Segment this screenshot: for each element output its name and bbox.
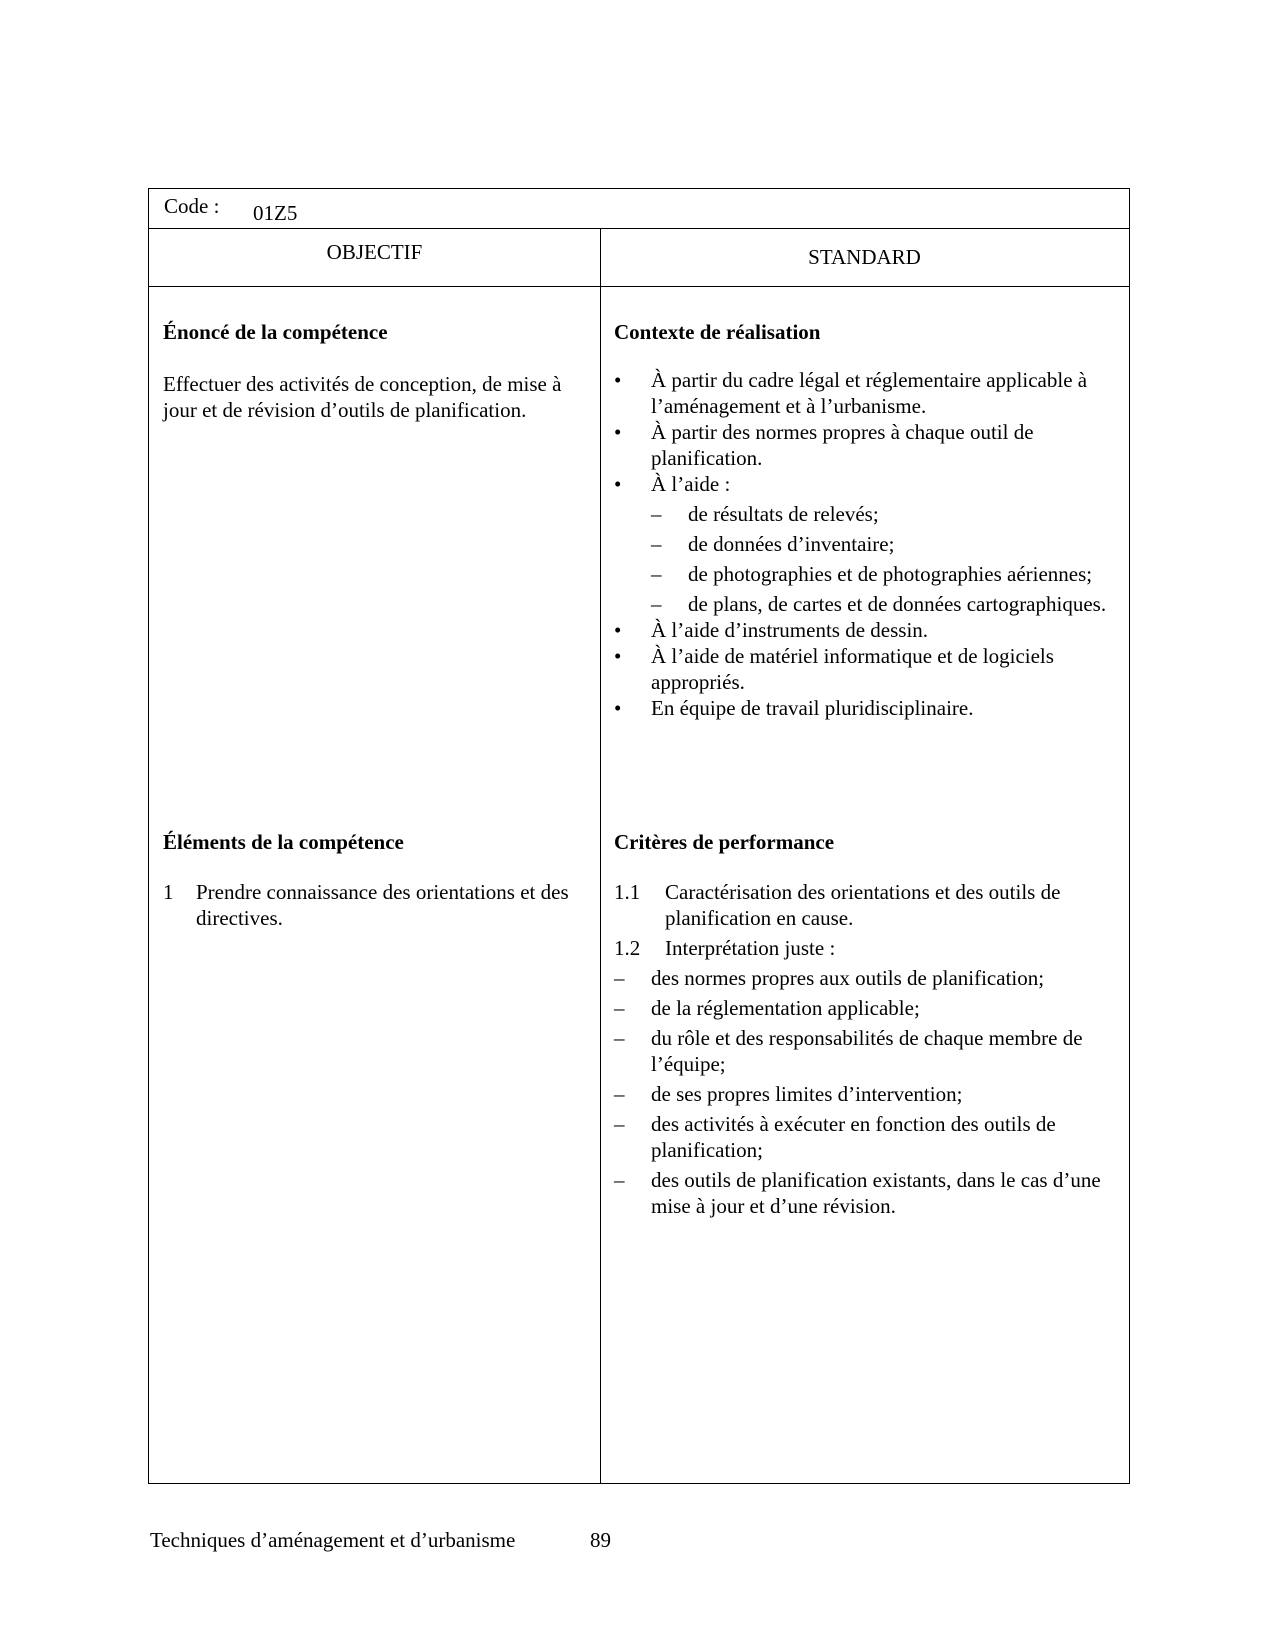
column-header-row — [149, 229, 1129, 287]
criteres-section — [614, 829, 1119, 1219]
contexte-heading: Contexte de réalisation — [614, 320, 821, 344]
bullet-icon: • — [614, 618, 622, 642]
contexte-bullet: • À l’aide d’instruments de dessin. — [614, 618, 929, 642]
dash-icon: – — [614, 996, 625, 1020]
bullet-icon: • — [614, 472, 622, 496]
dash-icon: – — [651, 562, 662, 586]
interpretation-item: – de ses propres limites d’intervention; — [614, 1082, 963, 1106]
contexte-bullet: • À l’aide : – de résultats de relevés; – de données d’inventaire; – de photographies et de photographies aériennes; – de plans, de cartes et de données cartographiques. — [614, 471, 1119, 617]
enonce-text: Effectuer des activités de conception, de mise à jour et de révision d’outils de planification. — [163, 372, 562, 422]
aide-sublist — [651, 501, 1119, 617]
interpretation-sublist — [614, 965, 1119, 1219]
competency-table — [148, 188, 1130, 1484]
standard-header: STANDARD — [808, 245, 921, 269]
contexte-bullet: • En équipe de travail pluridisciplinaire. — [614, 696, 974, 720]
dash-icon: – — [614, 1082, 625, 1106]
enonce-section — [163, 319, 583, 423]
element-item — [163, 879, 583, 931]
column-divider — [600, 229, 601, 1483]
code-label: Code : — [164, 194, 220, 218]
bullet-icon: • — [614, 420, 622, 444]
critere-text: Caractérisation des orientations et des outils de planification en cause. — [665, 880, 1061, 930]
contexte-section — [614, 319, 1119, 721]
element-text: Prendre connaissance des orientations et des directives. — [196, 880, 569, 930]
contexte-bullet: • À partir des normes propres à chaque outil de planification. — [614, 420, 1034, 470]
criteres-heading: Critères de performance — [614, 830, 835, 854]
objectif-header: OBJECTIF — [326, 240, 423, 264]
dash-icon: – — [614, 1168, 625, 1192]
interpretation-item: – de la réglementation applicable; — [614, 996, 920, 1020]
dash-icon: – — [651, 502, 662, 526]
elements-section — [163, 829, 583, 931]
interpretation-item: – des activités à exécuter en fonction des outils de planification; — [614, 1112, 1056, 1162]
dash-icon: – — [614, 1112, 625, 1136]
critere-text: Interprétation juste : — [665, 936, 836, 960]
aide-item: – de photographies et de photographies aériennes; — [651, 562, 1093, 586]
critere-item — [614, 935, 1119, 961]
element-number: 1 — [163, 880, 174, 904]
dash-icon: – — [651, 592, 662, 616]
footer-title: Techniques d’aménagement et d’urbanisme — [150, 1528, 516, 1552]
dash-icon: – — [614, 966, 625, 990]
dash-icon: – — [614, 1026, 625, 1050]
enonce-heading: Énoncé de la compétence — [163, 320, 388, 344]
critere-item — [614, 879, 1119, 931]
code-value: 01Z5 — [253, 201, 298, 225]
page-number: 89 — [590, 1528, 611, 1552]
elements-heading: Éléments de la compétence — [163, 830, 404, 854]
bullet-icon: • — [614, 696, 622, 720]
bullet-icon: • — [614, 644, 622, 668]
interpretation-item: – du rôle et des responsabilités de chaque membre de l’équipe; — [614, 1026, 1083, 1076]
aide-item: – de plans, de cartes et de données cartographiques. — [651, 592, 1107, 616]
interpretation-item: – des outils de planification existants, dans le cas d’une mise à jour et d’une révision. — [614, 1168, 1101, 1218]
dash-icon: – — [651, 532, 662, 556]
code-row — [149, 189, 1129, 229]
aide-item: – de résultats de relevés; — [651, 502, 879, 526]
interpretation-item: – des normes propres aux outils de planification; — [614, 966, 1045, 990]
contexte-bullet: • À l’aide de matériel informatique et de logiciels appropriés. — [614, 644, 1054, 694]
aide-item: – de données d’inventaire; — [651, 532, 895, 556]
contexte-list — [614, 367, 1119, 721]
critere-number: 1.2 — [614, 936, 641, 960]
critere-number: 1.1 — [614, 880, 641, 904]
contexte-bullet: • À partir du cadre légal et réglementaire applicable à l’aménagement et à l’urbanisme. — [614, 368, 1088, 418]
bullet-icon: • — [614, 368, 622, 392]
